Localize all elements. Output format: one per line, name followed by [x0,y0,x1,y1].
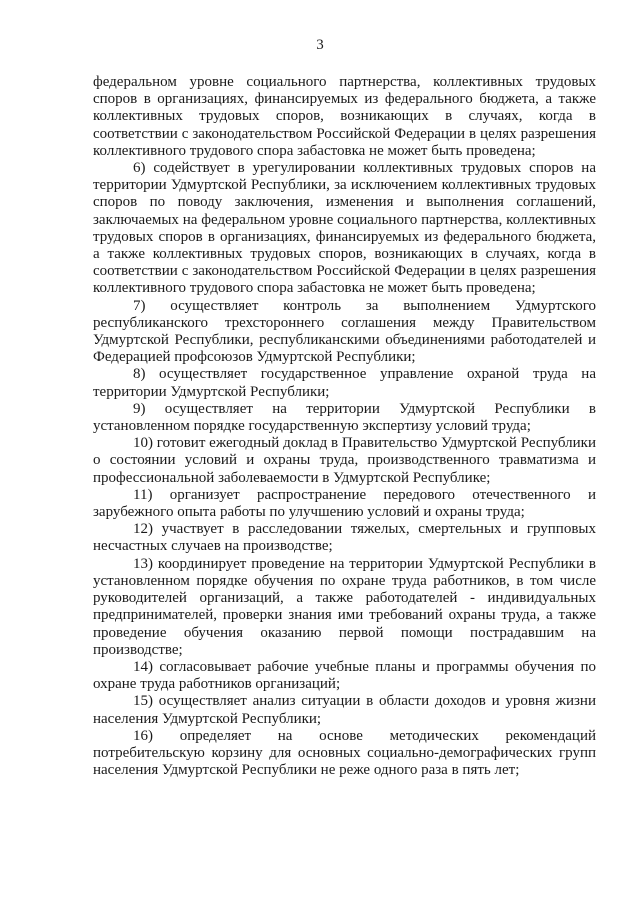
paragraph-item-11: 11) организует распространение передового отечественного и зарубежного опыта работы по улучшению условий и охраны труда; [93,486,596,521]
paragraph-item-15: 15) осуществляет анализ ситуации в области доходов и уровня жизни населения Удмуртской Республики; [93,693,596,727]
document-body [93,74,596,779]
paragraph-item-9: 9) осуществляет на территории Удмуртской Республики в установленном порядке государственную экспертизу условий труда; [93,400,596,435]
paragraph-item-16: 16) определяет на основе методических рекомендаций потребительскую корзину для основных социально-демографических групп населения Удмуртской Республики не реже одного раза в пять лет; [93,727,596,779]
paragraph-item-6: 6) содействует в урегулировании коллективных трудовых споров на территории Удмуртской Республики, за исключением коллективных трудовых споров по поводу заключения, изменения и выполнения соглашений, заключаемых на федеральном уровне социального партнерства, коллективных трудовых споров в организациях, финансируемых из федерального бюджета, а также коллективных трудовых споров, возникающих в случаях, когда в соответствии с законодательством Российской Федерации в целях разрешения коллективного трудового спора забастовка не может быть проведена; [93,160,596,297]
paragraph-item-14: 14) согласовывает рабочие учебные планы и программы обучения по охране труда работников организаций; [93,658,596,693]
paragraph-item-8: 8) осуществляет государственное управление охраной труда на территории Удмуртской Республики; [93,366,596,400]
paragraph-item-13: 13) координирует проведение на территории Удмуртской Республики в установленном порядке обучения по охране труда работников, в том числе руководителей организаций, а также работодателей - индивидуальных предпринимателей, проверки знания ими требований охраны труда, а также проведение обучения оказанию первой помощи пострадавшим на производстве; [93,555,596,658]
paragraph-item-10: 10) готовит ежегодный доклад в Правительство Удмуртской Республики о состоянии условий и охраны труда, производственного травматизма и профессиональной заболеваемости в Удмуртской Республике; [93,435,596,486]
paragraph-item-12: 12) участвует в расследовании тяжелых, смертельных и групповых несчастных случаев на производстве; [93,521,596,555]
paragraph-item-7: 7) осуществляет контроль за выполнением Удмуртского республиканского трехстороннего соглашения между Правительством Удмуртской Республики, республиканскими объединениями работодателей и Федерацией профсоюзов Удмуртской Республики; [93,297,596,366]
page-number: 3 [316,37,324,53]
paragraph-continuation: федеральном уровне социального партнерства, коллективных трудовых споров в организациях, финансируемых из федерального бюджета, а также коллективных трудовых споров, возникающих в случаях, когда в соответствии с законодательством Российской Федерации в целях разрешения коллективного трудового спора забастовка не может быть проведена; [93,74,596,159]
